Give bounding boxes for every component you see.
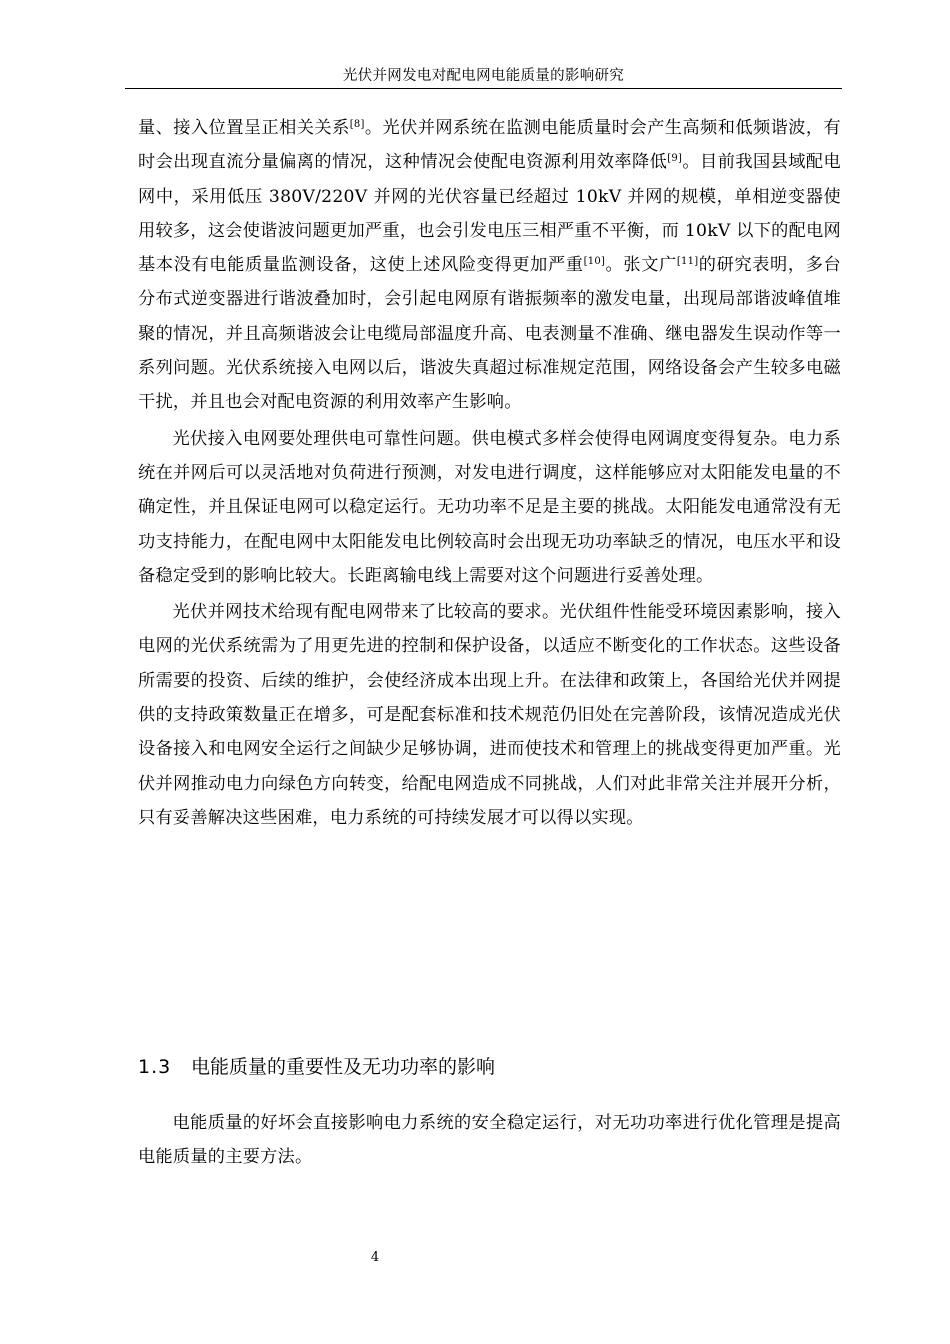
paragraph-power-quality: 电能质量的好坏会直接影响电力系统的安全稳定运行，对无功功率进行优化管理是提高电能质量的主要方法。 [138,1113,841,1168]
header-rule [125,88,842,89]
section-number: 1.3 [138,1056,172,1078]
body-text [138,111,841,835]
text-segment: 。光伏并网系统在监测电能质量时会产生高频和低频谐波，有时会出现直流分量偏离的情况，这种情况会使配电资源利用效率降低 [138,118,841,173]
section-body [138,1106,841,1175]
section-title: 电能质量的重要性及无功功率的影响 [191,1056,496,1078]
paragraph-requirements: 光伏并网技术给现有配电网带来了比较高的要求。光伏组件性能受环境因素影响，接入电网的光伏系统需为了用更先进的控制和保护设备，以适应不断变化的工作状态。这些设备所需要的投资、后续的维护，会使经济成本出现上升。在法律和政策上，各国给光伏并网提供的支持政策数量正在增多，可是配套标准和技术规范仍旧处在完善阶段，该情况造成光伏设备接入和电网安全运行之间缺少足够协调，进而使技术和管理上的挑战变得更加严重。光伏并网推动电力向绿色方向转变，给配电网造成不同挑战，人们对此非常关注并展开分析，只有妥善解决这些困难，电力系统的可持续发展才可以得以实现。 [138,602,841,828]
paragraph-reliability: 光伏接入电网要处理供电可靠性问题。供电模式多样会使得电网调度变得复杂。电力系统在并网后可以灵活地对负荷进行预测，对发电进行调度，这样能够应对太阳能发电量的不确定性，并且保证电网可以稳定运行。无功功率不足是主要的挑战。太阳能发电通常没有无功支持能力，在配电网中太阳能发电比例较高时会出现无功功率缺乏的情况，电压水平和设备稳定受到的影响比较大。长距离输电线上需要对这个问题进行妥善处理。 [138,428,841,586]
text-segment: 量、接入位置呈正相关关系 [138,118,350,138]
citation-ref: [11] [676,256,699,268]
running-header: 光伏并网发电对配电网电能质量的影响研究 [342,68,625,84]
paragraph-continued [138,111,841,420]
text-segment: 。张文广 [605,255,677,276]
section-heading [138,1052,841,1082]
page-number: 4 [370,1250,380,1265]
citation-ref: [9] [667,153,683,165]
text-segment: 。目前我国县域配电网中，采用低压 380V/220V 并网的光伏容量已经超过 10kV 并网的规模，单相逆变器使用较多，这会使谐波问题更加严重，也会引发电压三相严重不平衡，而 10kV 以下的配电网基本没有电能质量监测设备，这使上述风险变得更加严重 [138,152,841,276]
text-segment: 的研究表明，多台分布式逆变器进行谐波叠加时，会引起电网原有谐振频率的激发电量，出现局部谐波峰值堆聚的情况，并且高频谐波会让电缆局部温度升高、电表测量不准确、继电器发生误动作等一系列问题。光伏系统接入电网以后，谐波失真超过标准规定范围，网络设备会产生较多电磁干扰，并且也会对配电资源的利用效率产生影响。 [138,255,841,413]
citation-ref: [8] [349,119,365,130]
citation-ref: [10] [583,256,606,268]
